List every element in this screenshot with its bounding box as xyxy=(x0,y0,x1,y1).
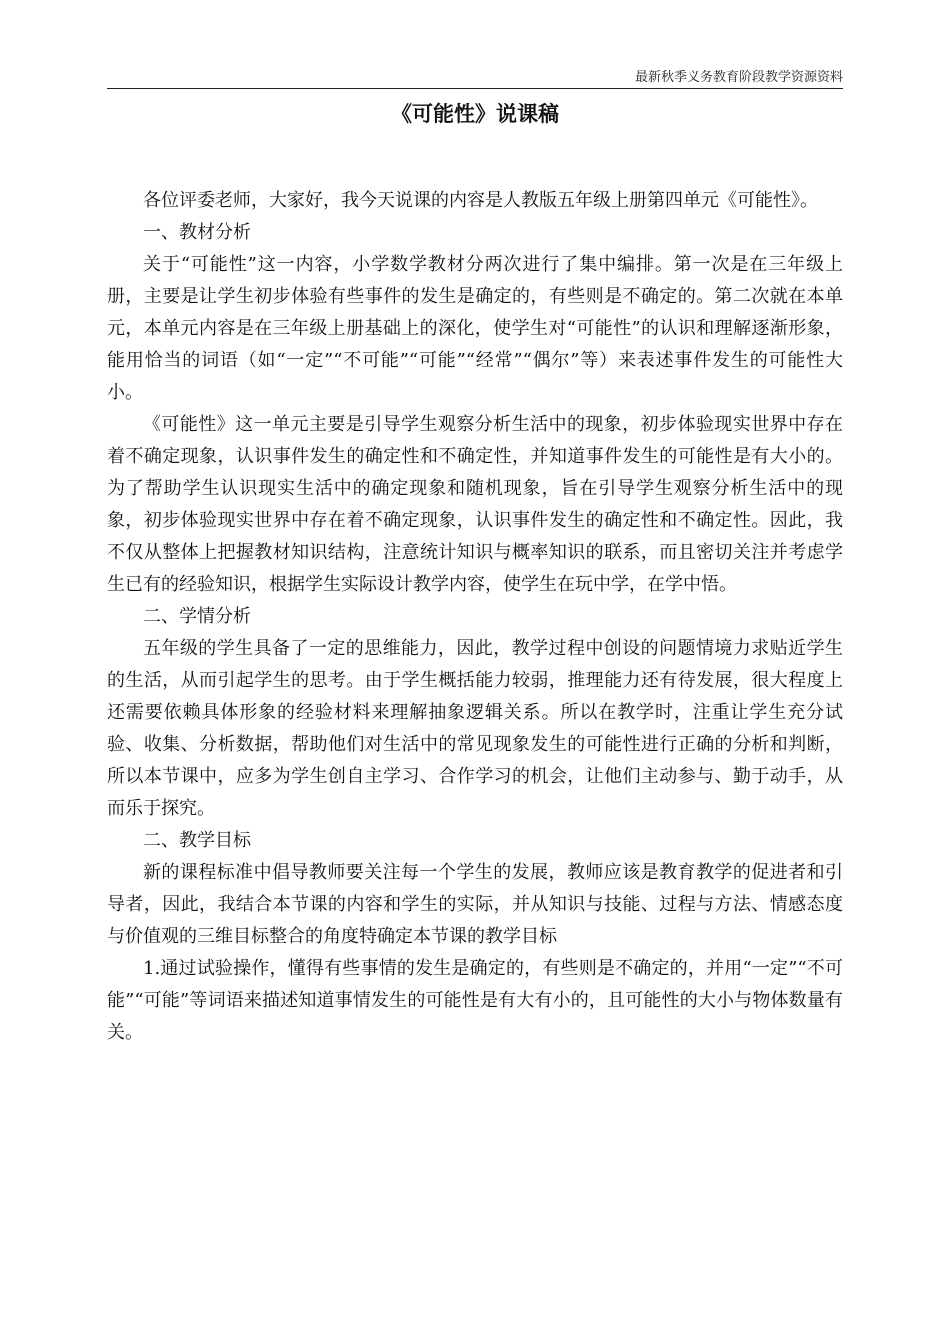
paragraph-teaching-goals: 新的课程标准中倡导教师要关注每一个学生的发展，教师应该是教育教学的促进者和引导者，因此，我结合本节课的内容和学生的实际，并从知识与技能、过程与方法、情感态度与价值观的三维目标整合的角度特确定本节课的教学目标 xyxy=(107,862,843,947)
paragraph-greeting: 各位评委老师，大家好，我今天说课的内容是人教版五年级上册第四单元《可能性》。 xyxy=(143,190,818,211)
paragraph-student-analysis: 五年级的学生具备了一定的思维能力，因此，教学过程中创设的问题情境力求贴近学生的生活，从而引起学生的思考。由于学生概括能力较弱，推理能力还有待发展，很大程度上还需要依赖具体形象的经验材料来理解抽象逻辑关系。所以在教学时，注重让学生充分试验、收集、分析数据，帮助他们对生活中的常见现象发生的可能性进行正确的分析和判断，所以本节课中，应多为学生创自主学习、合作学习的机会，让他们主动参与、勤于动手，从而乐于探究。 xyxy=(107,638,843,819)
section-heading-textbook-analysis: 一、教材分析 xyxy=(143,222,251,243)
section-heading-teaching-goals: 二、教学目标 xyxy=(143,830,251,851)
page-header xyxy=(107,70,843,89)
paragraph-textbook-1: 关于“可能性”这一内容，小学数学教材分两次进行了集中编排。第一次是在三年级上册，主要是让学生初步体验有些事件的发生是确定的，有些则是不确定的。第二次就在本单元，本单元内容是在三年级上册基础上的深化，使学生对“可能性”的认识和理解逐渐形象，能用恰当的词语（如“一定”“不可能”“可能”“经常”“偶尔”等）来表述事件发生的可能性大小。 xyxy=(107,254,843,403)
paragraph-textbook-2: 《可能性》这一单元主要是引导学生观察分析生活中的现象，初步体验现实世界中存在着不确定现象，认识事件发生的确定性和不确定性，并知道事件发生的可能性是有大小的。为了帮助学生认识现实生活中的确定现象和随机现象，旨在引导学生观察分析生活中的现象，初步体验现实世界中存在着不确定现象，认识事件发生的确定性和不确定性。因此，我不仅从整体上把握教材知识结构，注意统计知识与概率知识的联系，而且密切关注并考虑学生已有的经验知识，根据学生实际设计教学内容，使学生在玩中学，在学中悟。 xyxy=(107,414,843,595)
header-text: 最新秋季义务教育阶段教学资源资料 xyxy=(634,70,843,85)
paragraph-goal-1: 1.通过试验操作，懂得有些事情的发生是确定的，有些则是不确定的，并用“一定”“不可能”“可能”等词语来描述知道事情发生的可能性是有大有小的，且可能性的大小与物体数量有关。 xyxy=(107,958,843,1043)
document-title: 《可能性》说课稿 xyxy=(391,101,559,126)
section-heading-student-analysis: 二、学情分析 xyxy=(143,606,251,627)
document-body xyxy=(107,185,843,1049)
